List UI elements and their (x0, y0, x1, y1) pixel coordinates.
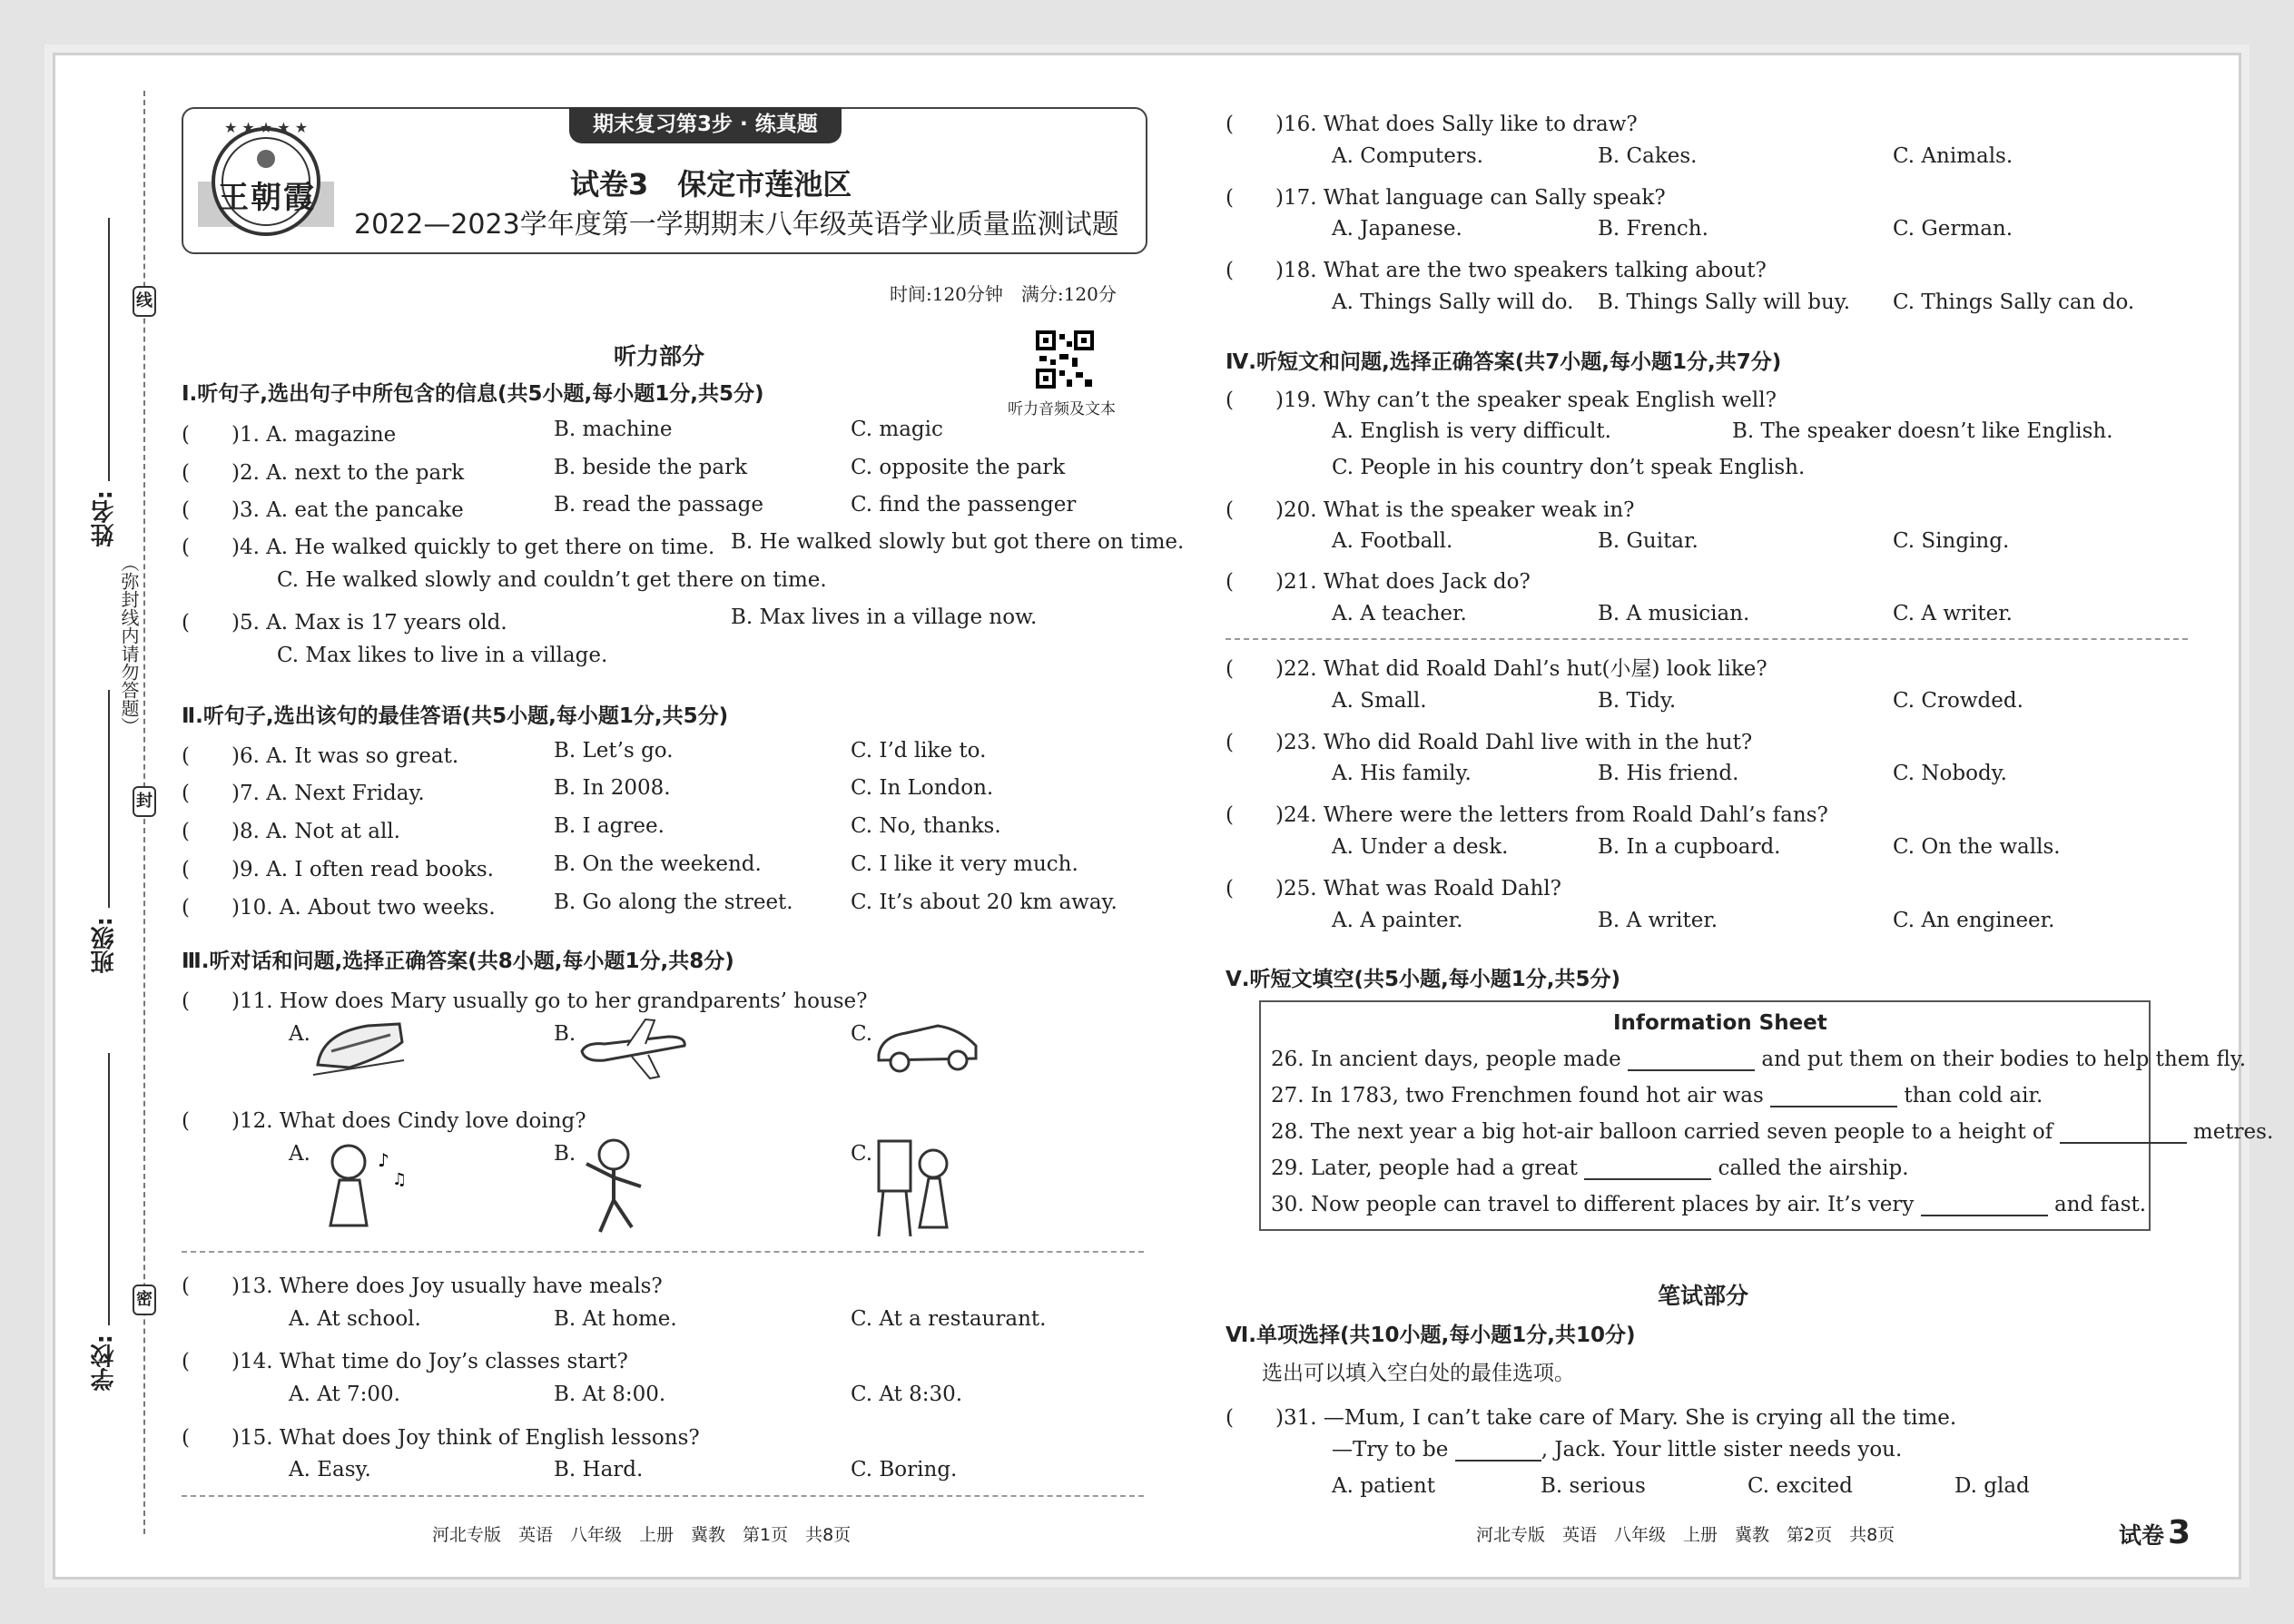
option-6b[interactable]: B. Let’s go. (554, 739, 674, 763)
divider-left-1 (182, 1251, 1144, 1253)
question-12[interactable]: ( )12. What does Cindy love doing? (182, 1109, 586, 1133)
question-1[interactable]: ( )1. A. magazine (182, 423, 397, 447)
question-31-line-2 (1332, 1438, 1902, 1462)
logo (198, 118, 334, 245)
option-25b[interactable]: B. A writer. (1598, 909, 1718, 932)
option-6c[interactable]: C. I’d like to. (851, 739, 987, 763)
option-11c-label[interactable]: C. (851, 1022, 873, 1046)
fill-27-text-b: than cold air. (1904, 1084, 2043, 1107)
footer-left: 河北专版 英语 八年级 上册 冀教 第1页 共8页 (432, 1525, 852, 1545)
fill-26-text-b: and put them on their bodies to help them fly. (1761, 1048, 2247, 1071)
seal-secret-mark: 密 (133, 1284, 156, 1315)
option-7c[interactable]: C. In London. (851, 776, 994, 800)
question-17[interactable]: ( )17. What language can Sally speak? (1226, 186, 1666, 210)
qr-code-icon (1036, 330, 1094, 389)
option-20c[interactable]: C. Singing. (1893, 529, 2010, 553)
question-5[interactable]: ( )5. A. Max is 17 years old. (182, 611, 507, 635)
paper-subtitle: 2022—2023学年度第一学期期末八年级英语学业质量监测试题 (354, 209, 1119, 241)
option-8b[interactable]: B. I agree. (554, 814, 665, 838)
option-14a[interactable]: A. At 7:00. (289, 1383, 400, 1406)
question-18[interactable]: ( )18. What are the two speakers talking about? (1226, 259, 1767, 282)
option-15c[interactable]: C. Boring. (851, 1458, 958, 1481)
option-20a[interactable]: A. Football. (1332, 529, 1453, 553)
option-8c[interactable]: C. No, thanks. (851, 814, 1001, 838)
option-23c[interactable]: C. Nobody. (1893, 762, 2007, 785)
dancing-girl-icon[interactable] (577, 1137, 650, 1240)
question-7[interactable]: ( )7. A. Next Friday. (182, 782, 425, 805)
svg-text:♪: ♪ (378, 1149, 389, 1171)
question-25[interactable]: ( )25. What was Roald Dahl? (1226, 877, 1561, 901)
question-21[interactable]: ( )21. What does Jack do? (1226, 570, 1531, 594)
fill-line-26 (1271, 1048, 2246, 1071)
logo-text: 王朝霞 (218, 180, 316, 216)
fill-26-text-a: 26. In ancient days, people made (1271, 1048, 1621, 1071)
fill-28-text-b: metres. (2192, 1120, 2274, 1144)
option-15a[interactable]: A. Easy. (289, 1458, 371, 1481)
option-17c[interactable]: C. German. (1893, 217, 2013, 241)
blank-30[interactable] (1921, 1195, 2048, 1216)
option-11b-label[interactable]: B. (554, 1022, 576, 1046)
question-15[interactable]: ( )15. What does Joy think of English lessons? (182, 1426, 700, 1450)
question-9[interactable]: ( )9. A. I often read books. (182, 858, 494, 881)
question-23[interactable]: ( )23. Who did Roald Dahl live with in the hut? (1226, 731, 1753, 754)
option-22a[interactable]: A. Small. (1332, 689, 1427, 713)
section-6-header: Ⅵ.单项选择(共10小题,每小题1分,共10分) (1226, 1324, 1636, 1347)
section-4-header: Ⅳ.听短文和问题,选择正确答案(共7小题,每小题1分,共7分) (1226, 350, 1782, 374)
fill-line-29 (1271, 1156, 1909, 1180)
option-14c[interactable]: C. At 8:30. (851, 1383, 963, 1406)
option-9b[interactable]: B. On the weekend. (554, 852, 762, 876)
question-19[interactable]: ( )19. Why can’t the speaker speak English well? (1226, 389, 1777, 412)
school-field[interactable] (108, 1053, 110, 1325)
train-icon[interactable] (313, 1015, 409, 1082)
question-22[interactable]: ( )22. What did Roald Dahl’s hut(小屋) look like? (1226, 657, 1767, 681)
option-15b[interactable]: B. Hard. (554, 1458, 644, 1481)
option-1c[interactable]: C. magic (851, 418, 943, 441)
fill-29-text-b: called the airship. (1718, 1156, 1909, 1180)
section-6-instruction: 选出可以填入空白处的最佳选项。 (1262, 1362, 1575, 1385)
question-6[interactable]: ( )6. A. It was so great. (182, 744, 459, 768)
option-24b[interactable]: B. In a cupboard. (1598, 835, 1781, 859)
listening-title: 听力部分 (614, 343, 705, 369)
option-24c[interactable]: C. On the walls. (1893, 835, 2061, 859)
fill-29-text-a: 29. Later, people had a great (1271, 1156, 1578, 1180)
singing-girl-icon[interactable] (312, 1139, 412, 1234)
option-2c[interactable]: C. opposite the park (851, 456, 1066, 479)
blank-26[interactable] (1628, 1049, 1755, 1071)
svg-text:♫: ♫ (392, 1170, 408, 1189)
question-31[interactable]: ( )31. —Mum, I can’t take care of Mary. She is crying all the time. (1226, 1406, 1957, 1430)
option-3b[interactable]: B. read the passage (554, 493, 763, 517)
plane-icon[interactable] (577, 1015, 691, 1087)
divider-right-1 (1226, 638, 2188, 640)
option-22c[interactable]: C. Crowded. (1893, 689, 2023, 713)
option-18c[interactable]: C. Things Sally can do. (1893, 290, 2135, 314)
option-31a[interactable]: A. patient (1332, 1474, 1435, 1498)
step-badge: 期末复习第3步 · 练真题 (569, 107, 842, 143)
option-1b[interactable]: B. machine (554, 418, 673, 441)
q31-text-a: —Try to be (1332, 1438, 1449, 1462)
question-10[interactable]: ( )10. A. About two weeks. (182, 896, 496, 920)
school-label: 学校: (91, 1334, 118, 1392)
class-label: 班级: (91, 917, 118, 974)
seal-seal-mark: 封 (133, 786, 156, 817)
svg-text:★ ★ ★ ★ ★: ★ ★ ★ ★ ★ (223, 119, 309, 136)
option-19c[interactable]: C. People in his country don’t speak English. (1332, 456, 1806, 479)
option-4b[interactable]: B. He walked slowly but got there on time. (731, 530, 1185, 554)
option-17b[interactable]: B. French. (1598, 217, 1708, 241)
fill-30-text-a: 30. Now people can travel to different places by air. It’s very (1271, 1193, 1915, 1216)
option-20b[interactable]: B. Guitar. (1598, 529, 1698, 553)
fill-line-28 (1271, 1120, 2273, 1144)
option-16b[interactable]: B. Cakes. (1598, 144, 1698, 168)
option-7b[interactable]: B. In 2008. (554, 776, 671, 800)
fill-27-text-a: 27. In 1783, two Frenchmen found hot air was (1271, 1084, 1764, 1107)
paper-label: 试卷 (2119, 1522, 2165, 1549)
q31-text-b: , Jack. Your little sister needs you. (1541, 1438, 1903, 1462)
option-31c[interactable]: C. excited (1748, 1474, 1853, 1498)
option-18a[interactable]: A. Things Sally will do. (1332, 290, 1574, 314)
class-field[interactable] (108, 690, 110, 908)
option-2b[interactable]: B. beside the park (554, 456, 748, 479)
option-3c[interactable]: C. find the passenger (851, 493, 1077, 517)
option-18b[interactable]: B. Things Sally will buy. (1598, 290, 1851, 314)
fill-line-27 (1271, 1084, 2043, 1107)
question-3[interactable]: ( )3. A. eat the pancake (182, 498, 464, 522)
option-21b[interactable]: B. A musician. (1598, 602, 1750, 625)
option-16c[interactable]: C. Animals. (1893, 144, 2013, 168)
option-17a[interactable]: A. Japanese. (1332, 217, 1462, 241)
fill-30-text-b: and fast. (2053, 1193, 2147, 1216)
option-19a[interactable]: A. English is very difficult. (1332, 419, 1611, 443)
blank-27[interactable] (1770, 1086, 1897, 1107)
option-24a[interactable]: A. Under a desk. (1332, 835, 1509, 859)
question-14[interactable]: ( )14. What time do Joy’s classes start? (182, 1350, 628, 1373)
option-12b-label[interactable]: B. (554, 1142, 576, 1166)
question-24[interactable]: ( )24. Where were the letters from Roald Dahl’s fans? (1226, 803, 1828, 827)
section-3-header: Ⅲ.听对话和问题,选择正确答案(共8小题,每小题1分,共8分) (182, 950, 734, 973)
blank-28[interactable] (2060, 1122, 2187, 1144)
option-23b[interactable]: B. His friend. (1598, 762, 1739, 785)
option-23a[interactable]: A. His family. (1332, 762, 1472, 785)
paper-number-badge (2119, 1514, 2191, 1551)
option-21a[interactable]: A. A teacher. (1332, 602, 1467, 625)
time-score: 时间:120分钟 满分:120分 (890, 283, 1117, 305)
option-11a-label[interactable]: A. (289, 1022, 310, 1046)
information-sheet-title: Information Sheet (1613, 1011, 1827, 1035)
option-16a[interactable]: A. Computers. (1332, 144, 1483, 168)
option-12a-label[interactable]: A. (289, 1142, 310, 1166)
fill-28-text-a: 28. The next year a big hot-air balloon carried seven people to a height of (1271, 1120, 2053, 1144)
section-2-header: Ⅱ.听句子,选出该句的最佳答语(共5小题,每小题1分,共5分) (182, 704, 729, 728)
question-11[interactable]: ( )11. How does Mary usually go to her grandparents’ house? (182, 989, 868, 1013)
question-20[interactable]: ( )20. What is the speaker weak in? (1226, 498, 1635, 522)
option-31b[interactable]: B. serious (1541, 1474, 1646, 1498)
section-1-header: Ⅰ.听句子,选出句子中所包含的信息(共5小题,每小题1分,共5分) (182, 382, 764, 406)
option-12c-label[interactable]: C. (851, 1142, 873, 1166)
option-25a[interactable]: A. A painter. (1332, 909, 1463, 932)
option-5c[interactable]: C. Max likes to live in a village. (277, 644, 608, 667)
car-icon[interactable] (874, 1017, 981, 1079)
option-10b[interactable]: B. Go along the street. (554, 891, 793, 914)
question-13[interactable]: ( )13. Where does Joy usually have meals? (182, 1275, 663, 1298)
option-13a[interactable]: A. At school. (289, 1307, 421, 1331)
option-31d[interactable]: D. glad (1954, 1474, 2030, 1498)
name-field[interactable] (108, 218, 110, 481)
question-8[interactable]: ( )8. A. Not at all. (182, 820, 400, 843)
question-4[interactable]: ( )4. A. He walked quickly to get there on time. (182, 536, 715, 559)
question-16[interactable]: ( )16. What does Sally like to draw? (1226, 113, 1638, 136)
writing-title: 笔试部分 (1658, 1283, 1749, 1309)
seal-line-mark: 线 (133, 286, 156, 317)
qr-caption: 听力音频及文本 (1008, 400, 1116, 418)
paper-num: 3 (2168, 1514, 2191, 1551)
option-19b[interactable]: B. The speaker doesn’t like English. (1732, 419, 2113, 443)
fill-line-30 (1271, 1193, 2146, 1216)
section-5-header: Ⅴ.听短文填空(共5小题,每小题1分,共5分) (1226, 968, 1621, 991)
option-21c[interactable]: C. A writer. (1893, 602, 2013, 625)
option-9c[interactable]: C. I like it very much. (851, 852, 1078, 876)
paper-title: 试卷3 保定市莲池区 (570, 167, 852, 202)
option-14b[interactable]: B. At 8:00. (554, 1383, 666, 1406)
painting-girl-icon[interactable] (874, 1137, 956, 1242)
blank-29[interactable] (1584, 1158, 1711, 1180)
option-4c[interactable]: C. He walked slowly and couldn’t get there on time. (277, 568, 827, 592)
option-13b[interactable]: B. At home. (554, 1307, 677, 1331)
option-5b[interactable]: B. Max lives in a village now. (731, 605, 1038, 629)
option-25c[interactable]: C. An engineer. (1893, 909, 2055, 932)
blank-31[interactable] (1455, 1440, 1541, 1462)
option-22b[interactable]: B. Tidy. (1598, 689, 1677, 713)
question-2[interactable]: ( )2. A. next to the park (182, 461, 465, 485)
option-13c[interactable]: C. At a restaurant. (851, 1307, 1047, 1331)
no-answer-notice: （弥封线内请勿答题） (118, 554, 140, 735)
divider-left-2 (182, 1495, 1144, 1497)
option-10c[interactable]: C. It’s about 20 km away. (851, 891, 1117, 914)
footer-right: 河北专版 英语 八年级 上册 冀教 第2页 共8页 (1476, 1525, 1895, 1545)
name-label: 姓名: (91, 490, 118, 547)
